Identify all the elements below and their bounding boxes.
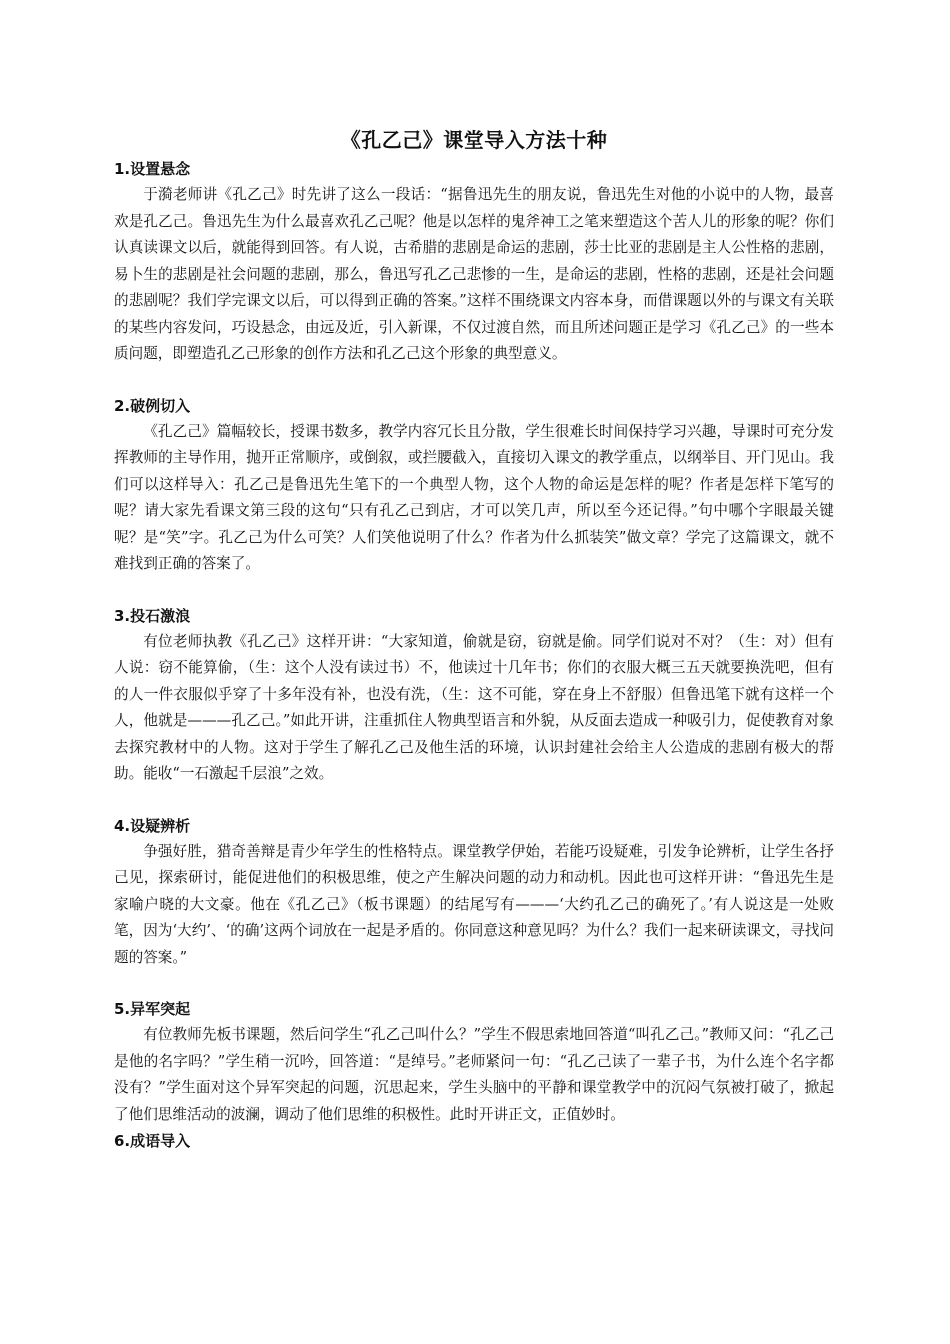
section-heading: 6.成语导入 xyxy=(114,1132,191,1150)
section-paragraph: 争强好胜，猎奇善辩是青少年学生的性格特点。课堂教学伊始，若能巧设疑难，引发争论辨析，让学生各抒己见，探索研讨，能促进他们的积极思维，使之产生解决问题的动力和动机。因此也可这样开讲：“鲁迅先生是家喻户晓的大文豪。他在《孔乙己》（板书课题）的结尾写有———‘大约孔乙己的确死了。’有人说这是一处败笔，因为‘大约’、‘的确’这两个词放在一起是矛盾的。你同意这种意见吗？为什么？我们一起来研读课文，寻找问题的答案。” xyxy=(114,842,834,966)
section-6 xyxy=(114,1128,834,1154)
section-heading: 2.破例切入 xyxy=(114,396,191,415)
section-heading: 5.异军突起 xyxy=(114,1000,191,1018)
document-page xyxy=(114,126,834,1154)
section-1 xyxy=(114,156,834,368)
section-paragraph: 有位老师执教《孔乙己》这样开讲：“大家知道，偷就是窃，窃就是偷。同学们说对不对？（生：对）但有人说：窃不能算偷，（生：这个人没有读过书）不，他读过十几年书；你们的衣服大概三五天就要换洗吧，但有的人一件衣服似乎穿了十多年没有补，也没有洗，（生：这不可能，穿在身上不舒服）但鲁迅笔下就有这样一个人，他就是———孔乙己。”如此开讲，注重抓住人物典型语言和外貌，从反面去造成一种吸引力，促使教育对象去探究教材中的人物。这对于学生了解孔乙己及他生活的环境，认识封建社会给主人公造成的悲剧有极大的帮助。能收“一石激起千层浪”之效。 xyxy=(114,632,834,782)
section-heading: 3.投石激浪 xyxy=(114,606,191,625)
document-title: 《孔乙己》课堂导入方法十种 xyxy=(340,128,608,152)
section-heading: 1.设置悬念 xyxy=(114,160,191,178)
section-paragraph: 《孔乙己》篇幅较长，授课书数多，教学内容冗长且分散，学生很难长时间保持学习兴趣，导课时可充分发挥教师的主导作用，抛开正常顺序，或倒叙，或拦腰截入，直接切入课文的教学重点，以纲举目、开门见山。我们可以这样导入：孔乙己是鲁迅先生笔下的一个典型人物，这个人物的命运是怎样的呢？作者是怎样下笔写的呢？请大家先看课文第三段的这句“只有孔乙己到店，才可以笑几声，所以至今还记得。”句中哪个字眼最关键呢？是“笑”字。孔乙己为什么可笑？人们笑他说明了什么？作者为什么抓装笑”做文章？学完了这篇课文，就不难找到正确的答案了。 xyxy=(114,422,834,572)
section-3 xyxy=(114,603,834,788)
section-2 xyxy=(114,393,834,578)
section-paragraph: 有位教师先板书课题，然后问学生“孔乙己叫什么？”学生不假思索地回答道“叫孔乙己。”教师又问：“孔乙己是他的名字吗？”学生稍一沉吟，回答道：“是绰号。”老师紧问一句：“孔乙己读了一辈子书，为什么连个名字都没有？”学生面对这个异军突起的问题，沉思起来，学生头脑中的平静和课堂教学中的沉闷气氛被打破了，掀起了他们思维活动的波澜，调动了他们思维的积极性。此时开讲正文，正值妙时。 xyxy=(114,1026,834,1123)
section-5 xyxy=(114,996,834,1128)
section-paragraph: 于漪老师讲《孔乙己》时先讲了这么一段话：“据鲁迅先生的朋友说，鲁迅先生对他的小说中的人物，最喜欢是孔乙己。鲁迅先生为什么最喜欢孔乙己呢？他是以怎样的鬼斧神工之笔来塑造这个苦人儿的形象的呢？你们认真读课文以后，就能得到回答。有人说，古希腊的悲剧是命运的悲剧，莎士比亚的悲剧是主人公性格的悲剧，易卜生的悲剧是社会问题的悲剧，那么，鲁迅写孔乙己悲惨的一生，是命运的悲剧，性格的悲剧，还是社会问题的悲剧呢？我们学完课文以后，可以得到正确的答案。”这样不围绕课文内容本身，而借课题以外的与课文有关联的某些内容发问，巧设悬念，由远及近，引入新课，不仅过渡自然，而且所述问题正是学习《孔乙己》的一些本质问题，即塑造孔乙己形象的创作方法和孔乙己这个形象的典型意义。 xyxy=(114,186,834,362)
section-4 xyxy=(114,813,834,972)
section-heading: 4.设疑辨析 xyxy=(114,816,191,835)
